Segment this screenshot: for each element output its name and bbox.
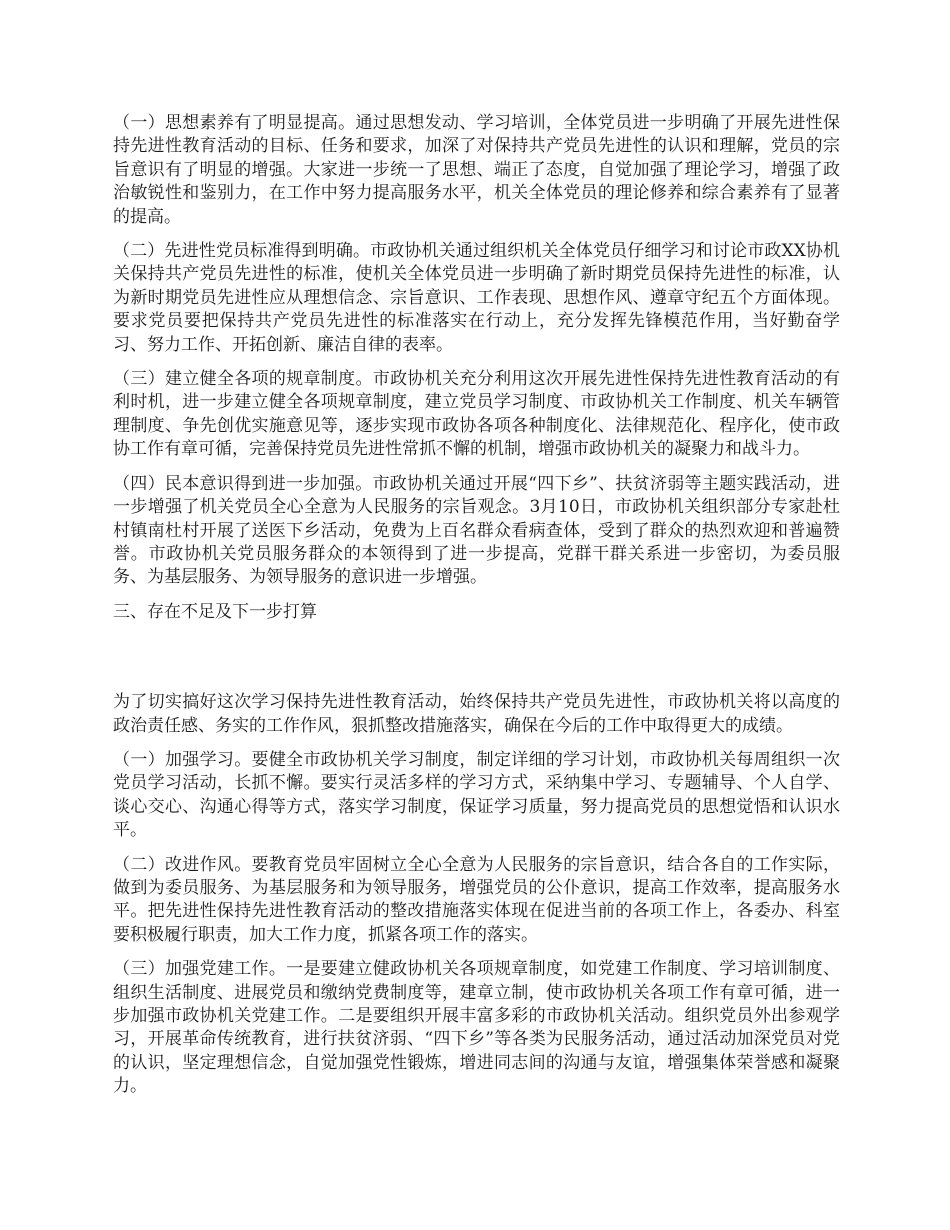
paragraph-party-building: （三）加强党建工作。一是要建立健政协机关各项规章制度，如党建工作制度、学习培训制度、组织生活制度、进展党员和缴纳党费制度等，建章立制，使市政协机关各项工作有章可循，进一步加强市政协机关党建工作。二是要组织开展丰富多彩的市政协机关活动。组织党员外出参观学习，开展革命传统教育，进行扶贫济弱、“四下乡”等各类为民服务活动，通过活动加深党员对党的认识，坚定理想信念，自觉加强党性锻炼，增进同志间的沟通与友谊，增强集体荣誉感和凝聚力。 <box>113 959 840 1097</box>
paragraph-intro: 为了切实搞好这次学习保持先进性教育活动，始终保持共产党员先进性，市政协机关将以高度的政治责任感、务实的工作作风，狠抓整改措施落实，确保在今后的工作中取得更大的成绩。 <box>113 692 840 736</box>
paragraph-thought-quality: （一）思想素养有了明显提高。通过思想发动、学习培训，全体党员进一步明确了开展先进性保持先进性教育活动的目标、任务和要求，加深了对保持共产党员先进性的认识和理解，党员的宗旨意识有了明显的增强。大家进一步统一了思想、端正了态度，自觉加强了理论学习，增强了政治敏锐性和鉴别力，在工作中努力提高服务水平，机关全体党员的理论修养和综合素养有了显著的提高。 <box>113 113 840 227</box>
section-heading: 三、存在不足及下一步打算 <box>113 601 317 622</box>
paragraph-rules-system: （三）建立健全各项的规章制度。市政协机关充分利用这次开展先进性保持先进性教育活动的有利时机，进一步建立健全各项规章制度，建立党员学习制度、市政协机关工作制度、机关车辆管理制度、争先创优实施意见等，逐步实现市政协各项各种制度化、法律规范化、程序化，使市政协工作有章可循，完善保持党员先进性常抓不懈的机制，增强市政协机关的凝聚力和战斗力。 <box>113 369 840 460</box>
document-body <box>113 112 840 1110</box>
paragraph-strengthen-study: （一）加强学习。要健全市政协机关学习制度，制定详细的学习计划，市政协机关每周组织一次党员学习活动，长抓不懈。要实行灵活多样的学习方式，采纳集中学习、专题辅导、个人自学、谈心交心、沟通心得等方式，落实学习制度，保证学习质量，努力提高党员的思想觉悟和认识水平。 <box>113 749 840 841</box>
paragraph-improve-style: （二）改进作风。要教育党员牢固树立全心全意为人民服务的宗旨意识，结合各自的工作实际，做到为委员服务、为基层服务和为领导服务，增强党员的公仆意识，提高工作效率，提高服务水平。把先进性保持先进性教育活动的整改措施落实体现在促进当前的各项工作上，各委办、科室要积极履行职责，加大工作力度，抓紧各项工作的落实。 <box>113 854 840 945</box>
paragraph-party-standard: （二）先进性党员标准得到明确。市政协机关通过组织机关全体党员仔细学习和讨论市政XX协机关保持共产党员先进性的标准，使机关全体党员进一步明确了新时期党员保持先进性的标准，认为新时期党员先进性应从理想信念、宗旨意识、工作表现、思想作风、遵章守纪五个方面体现。要求党员要把保持共产党员先进性的标准落实在行动上，充分发挥先锋模范作用，当好勤奋学习、努力工作、开拓创新、廉洁自律的表率。 <box>113 241 840 355</box>
paragraph-people-awareness: （四）民本意识得到进一步加强。市政协机关通过开展“四下乡”、扶贫济弱等主题实践活动，进一步增强了机关党员全心全意为人民服务的宗旨观念。3月10日，市政协机关组织部分专家赴杜村镇南杜村开展了送医下乡活动，免费为上百名群众看病查体，受到了群众的热烈欢迎和普遍赞誉。市政协机关党员服务群众的本领得到了进一步提高，党群干群关系进一步密切，为委员服务、为基层服务、为领导服务的意识进一步增强。 <box>113 473 840 588</box>
